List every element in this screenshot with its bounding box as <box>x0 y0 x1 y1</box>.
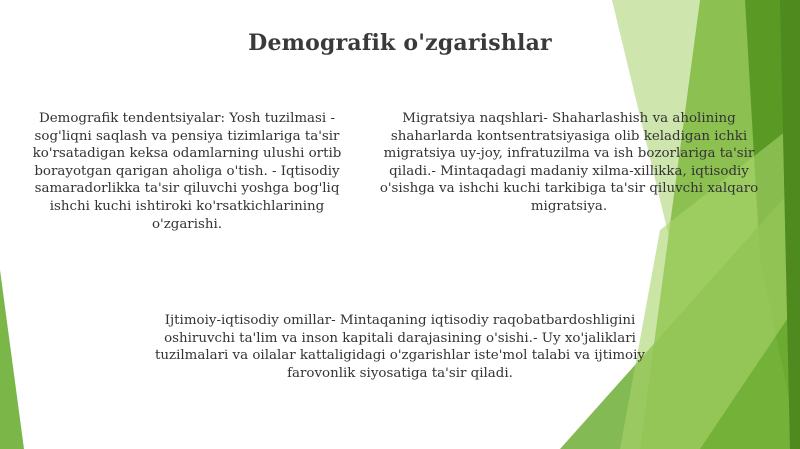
paragraph-demographic-trends: Demografik tendentsiyalar: Yosh tuzilmasi - sog'liqni saqlash va pensiya tizimlariga ta'sir ko'rsatadigan keksa odamlarning ulushi ortib borayotgan qarigan aholiga o'tish. - Iqtisodiy samaradorlikka ta'sir qiluvchi yoshga bog'liq ishchi kuchi ishtiroki ko'rsatkichlarining o'zgarishi. <box>32 111 342 232</box>
slide-title: Demografik o'zgarishlar <box>248 30 552 56</box>
paragraph-migration-patterns: Migratsiya naqshlari- Shaharlashish va aholining shaharlarda kontsentratsiyasiga olib keladigan ichki migratsiya uy-joy, infratuzilma va ish bozorlariga ta'sir qiladi.- Mintaqadagi madaniy xilma-xillikka, iqtisodiy o'sishga va ishchi kuchi tarkibiga ta'sir qiluvchi xalqaro migratsiya. <box>379 111 759 214</box>
paragraph-socioeconomic-factors: Ijtimoiy-iqtisodiy omillar- Mintaqaning iqtisodiy raqobatbardoshligini oshiruvchi ta'lim va inson kapitali darajasining o'sishi.- Uy xo'jaliklari tuzilmalari va oilalar kattaligidagi o'zgarishlar iste'mol talabi va ijtimoiy farovonlik siyosatiga ta'sir qiladi. <box>155 313 645 381</box>
left-green-triangle <box>0 270 24 449</box>
